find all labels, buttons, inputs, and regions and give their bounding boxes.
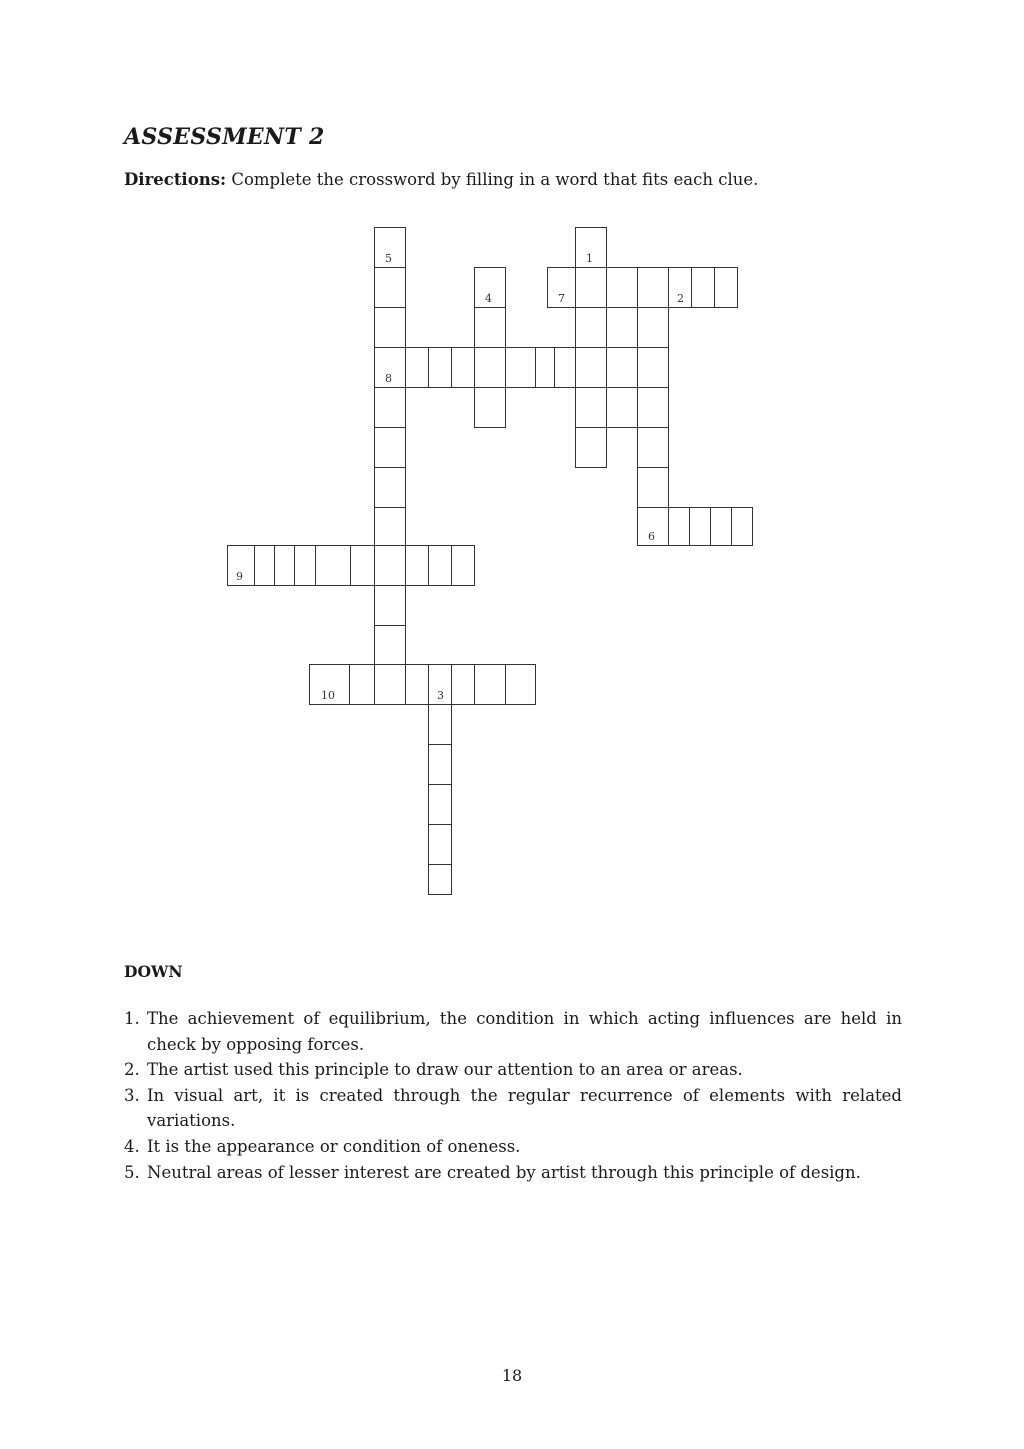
cell-8-across (452, 348, 475, 388)
directions-label: Directions: (124, 170, 227, 189)
clue-number: 1. (124, 1009, 140, 1028)
cell-5-down (375, 508, 406, 548)
cell-10-across (350, 665, 375, 705)
cell-5-down (375, 388, 406, 428)
cell-4-down (475, 308, 506, 348)
cell-1-down (576, 428, 607, 468)
cell-8-across (406, 348, 429, 388)
assessment-title: ASSESSMENT 2 (124, 124, 325, 150)
clue-number-9: 9 (236, 570, 243, 583)
cell-7-across (607, 268, 638, 308)
cell-9-across (295, 546, 316, 586)
cell-1-down (576, 348, 607, 388)
down-clue-1 (124, 1006, 902, 1057)
cell-7-across (638, 268, 669, 308)
cell-5-down (375, 626, 406, 665)
clue-number: 2. (124, 1060, 140, 1080)
down-heading: DOWN (124, 962, 183, 981)
cell-7-across (692, 268, 715, 308)
clue-number-8: 8 (385, 372, 392, 385)
cell-1-down (576, 388, 607, 428)
cell-3-down (429, 745, 452, 785)
cell-10-across (475, 665, 506, 705)
cell-5-down (375, 308, 406, 348)
cell-2-down (638, 348, 669, 388)
cell-8-across (429, 348, 452, 388)
down-clue-4 (124, 1134, 902, 1160)
directions-text: Complete the crossword by filling in a word that fits each clue. (226, 170, 759, 189)
cell-5-down (375, 428, 406, 468)
cell-2-down (638, 468, 669, 508)
clue-number-7: 7 (558, 292, 565, 305)
down-clue-5 (124, 1160, 902, 1186)
cell-2-down (638, 308, 669, 348)
cell-2-down (638, 428, 669, 468)
cell-2-down (638, 388, 669, 428)
cell-9-across (255, 546, 275, 586)
clue-text: The achievement of equilibrium, the condition in which acting influences are held in check by opposing forces. (147, 1009, 902, 1054)
clue-number-10: 10 (321, 689, 335, 702)
page-number: 18 (501, 1366, 523, 1385)
cell-10-across (406, 665, 429, 705)
clue-number: 4. (124, 1136, 140, 1156)
cell-1-down (576, 308, 607, 348)
cell-6-across (669, 508, 690, 546)
clue-text: The artist used this principle to draw our attention to an area or areas. (147, 1060, 743, 1080)
cell-7-down-filler (607, 388, 638, 428)
down-clue-2 (124, 1057, 902, 1083)
clue-number: 3. (124, 1085, 140, 1105)
cell-5-down (375, 468, 406, 508)
cell-6-across (711, 508, 732, 546)
cell-10-across (452, 665, 475, 705)
cell-9-across (275, 546, 295, 586)
cell-5-down (375, 268, 406, 308)
cell-7-across (576, 268, 607, 308)
cell-8-across (506, 348, 536, 388)
cell-3-down (429, 825, 452, 865)
cell-8-across (536, 348, 555, 388)
clue-text: It is the appearance or condition of oneness. (147, 1136, 521, 1156)
cell-10-across (375, 665, 406, 705)
clue-number-2: 2 (677, 292, 684, 305)
cell-9-across (452, 546, 475, 586)
cell-10-across (506, 665, 536, 705)
cell-5-down (375, 546, 406, 586)
clue-text: In visual art, it is created through the regular recurrence of elements with related variations. (147, 1085, 902, 1131)
clue-number-6: 6 (648, 530, 655, 543)
cell-3-down (429, 705, 452, 745)
cell-3-down (429, 865, 452, 895)
cell-7-across (715, 268, 738, 308)
cell-4-down (475, 348, 506, 388)
cell-4-down (475, 388, 506, 428)
down-clues-list (124, 1006, 902, 1185)
cell-9-across (429, 546, 452, 586)
clue-number-1: 1 (586, 252, 593, 265)
cell-9-across (351, 546, 375, 586)
clue-number-3: 3 (437, 689, 444, 702)
cell-9-across (406, 546, 429, 586)
cell-6-across (732, 508, 753, 546)
clue-number: 5. (124, 1162, 140, 1182)
cell-6-across (690, 508, 711, 546)
down-clue-3 (124, 1083, 902, 1134)
clue-number-4: 4 (485, 292, 492, 305)
cell-8-across (607, 348, 638, 388)
cell-9-across (316, 546, 351, 586)
cell-3-down (429, 785, 452, 825)
clue-number-5: 5 (385, 252, 392, 265)
clue-text: Neutral areas of lesser interest are created by artist through this principle of design. (147, 1162, 861, 1182)
cell-8-across (555, 348, 576, 388)
cell-7-down-filler (607, 308, 638, 348)
cell-5-down (375, 586, 406, 626)
